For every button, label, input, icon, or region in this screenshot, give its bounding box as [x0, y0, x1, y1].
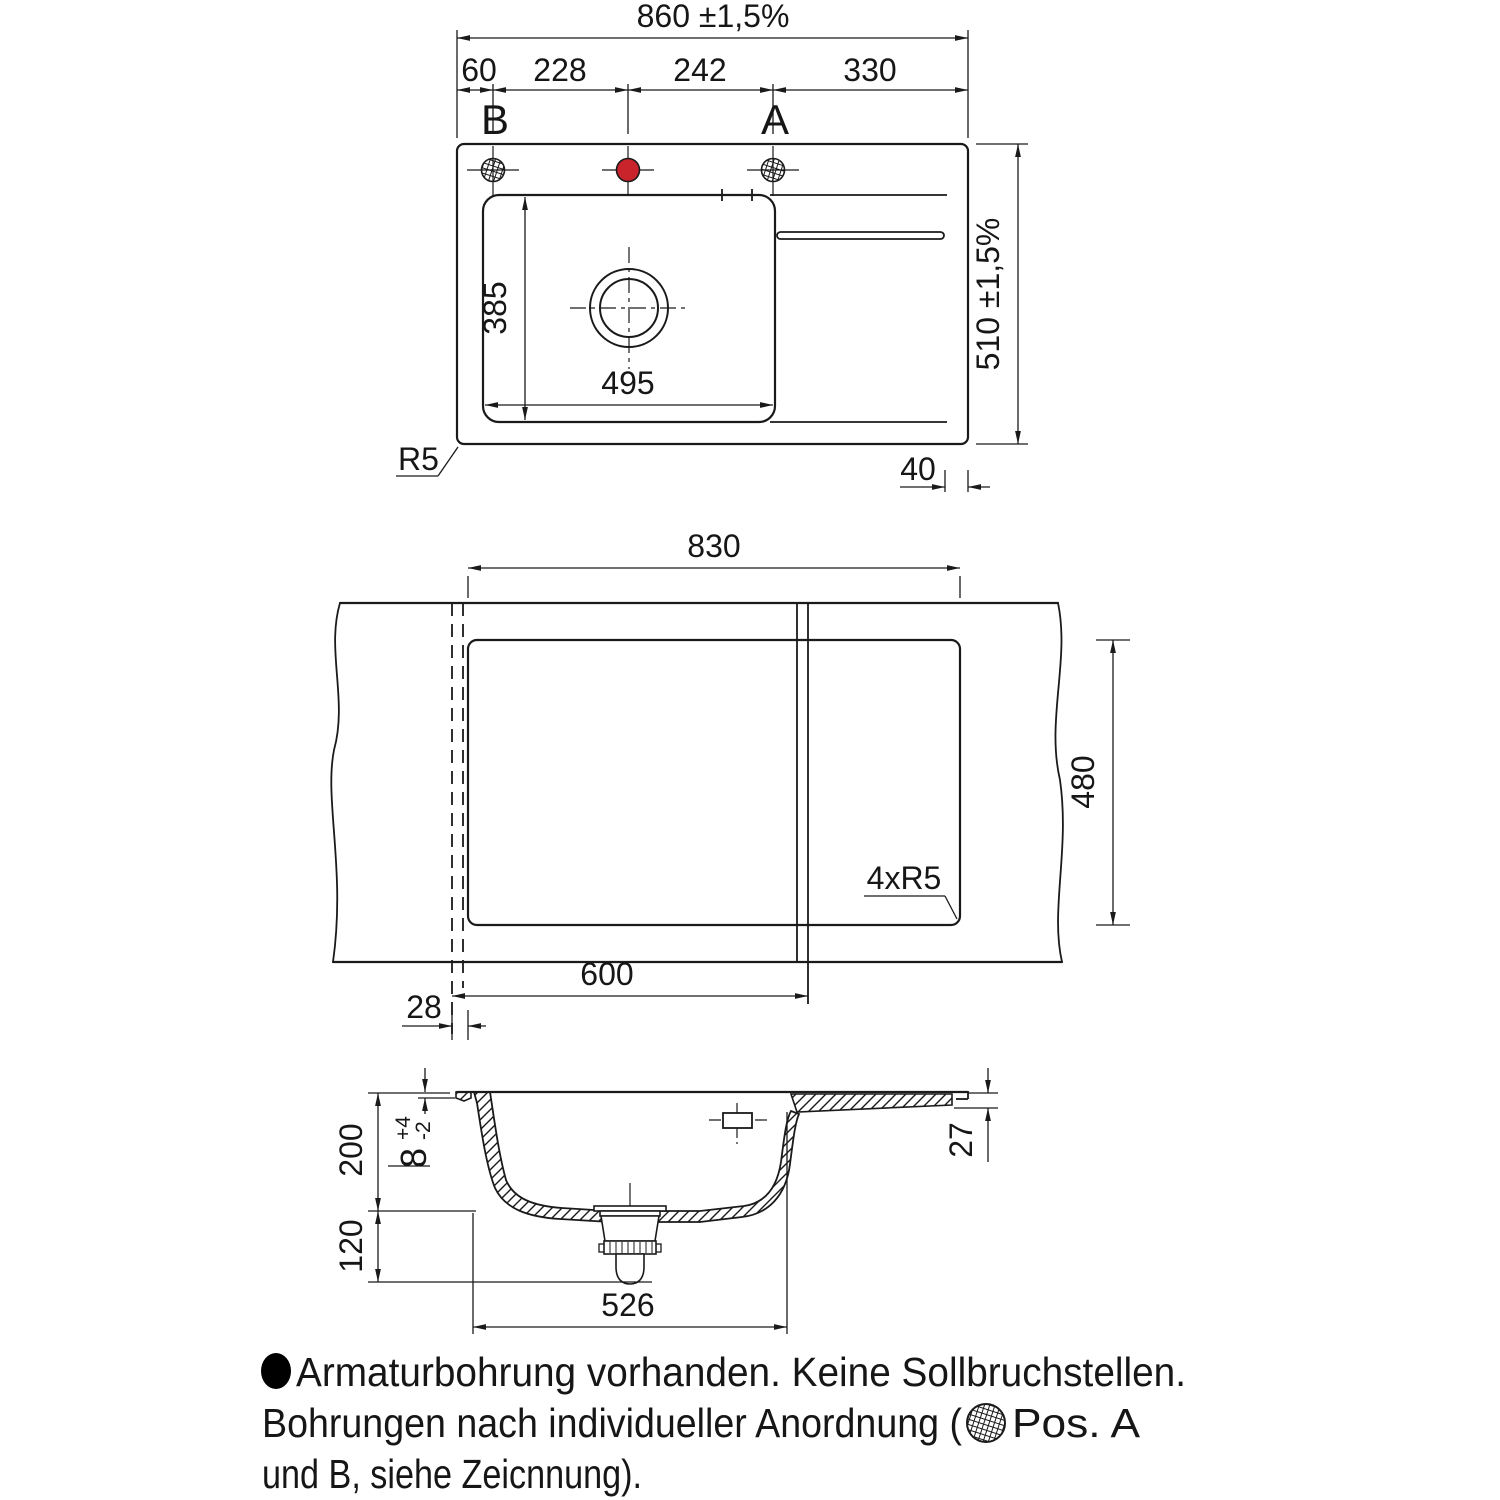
overflow-marking: [709, 1103, 767, 1144]
counter-break-left: [331, 603, 340, 962]
drain-body: [601, 1216, 659, 1241]
dim-drain-height-label: 120: [333, 1219, 369, 1273]
footnote-line-1: Armaturbohrung vorhanden. Keine Sollbruchstellen.: [296, 1349, 1186, 1395]
dim-242-label: 242: [673, 52, 727, 88]
dim-overall-height-label: 510 ±1,5%: [970, 217, 1006, 371]
drainboard-groove: [777, 232, 944, 239]
footnote: [261, 1349, 1186, 1497]
dim-cutout-width-label: 830: [687, 528, 741, 564]
dim-rim-thickness-label: 8: [393, 1147, 434, 1168]
hatched-hole-icon: [762, 159, 785, 182]
counter-break-right: [1055, 603, 1062, 962]
drain-outlet: [616, 1254, 644, 1284]
hatched-hole-icon: [967, 1404, 1005, 1442]
dim-bowl-width-label: 495: [601, 365, 655, 401]
drain-nut: [604, 1241, 656, 1254]
rim-lip-section: [456, 1092, 471, 1101]
dim-bowl-depth-section-label: 200: [333, 1123, 369, 1177]
cutout-view: [331, 528, 1130, 1040]
dim-60-label: 60: [461, 52, 497, 88]
bowl-wall-section: [474, 1092, 799, 1222]
radius-r5-label: R5: [398, 441, 439, 477]
dim-board-edge-label: 27: [943, 1122, 979, 1158]
dim-rim-thickness-group: [392, 1116, 435, 1168]
drain-opening: [570, 247, 688, 369]
footnote-line-2a: Bohrungen nach individueller Anordnung (: [262, 1400, 963, 1446]
faucet-hole-a: [747, 146, 799, 196]
section-view: [333, 1068, 998, 1334]
position-a-label: A: [760, 96, 790, 143]
dim-330-label: 330: [843, 52, 897, 88]
dim-bowl-depth-label: 385: [477, 281, 513, 335]
hatched-hole-icon: [482, 159, 505, 182]
dim-228-label: 228: [533, 52, 587, 88]
cutout-view-dimensions: [402, 528, 1130, 1040]
top-view-dimensions: [396, 0, 1028, 492]
dim-side-offset-label: 28: [406, 989, 442, 1025]
dim-cabinet-width-label: 600: [580, 956, 634, 992]
radius-4xr5-label: 4xR5: [866, 860, 942, 896]
dim-rim-tol-minus-label: -2: [412, 1121, 435, 1140]
filled-dot-icon: [261, 1353, 291, 1389]
position-b-label: B: [480, 96, 510, 143]
dim-cutout-height-label: 480: [1065, 755, 1101, 809]
dim-bottom-width-label: 526: [601, 1287, 655, 1323]
red-hole-icon: [617, 159, 640, 182]
sink-outline: [457, 144, 968, 444]
faucet-hole-existing-red: [602, 146, 654, 196]
footnote-line-2b: Pos. A: [1012, 1400, 1141, 1446]
dim-overall-width-label: 860 ±1,5%: [636, 0, 790, 34]
faucet-hole-b: [467, 146, 519, 196]
dim-rim-tol-plus-label: +4: [392, 1116, 415, 1140]
dim-edge-offset-label: 40: [900, 451, 936, 487]
drain-assembly: [594, 1183, 666, 1284]
top-view: [396, 0, 1028, 492]
footnote-line-3: und B, siehe Zeicnnung).: [262, 1451, 642, 1497]
drainboard-section: [791, 1094, 952, 1112]
